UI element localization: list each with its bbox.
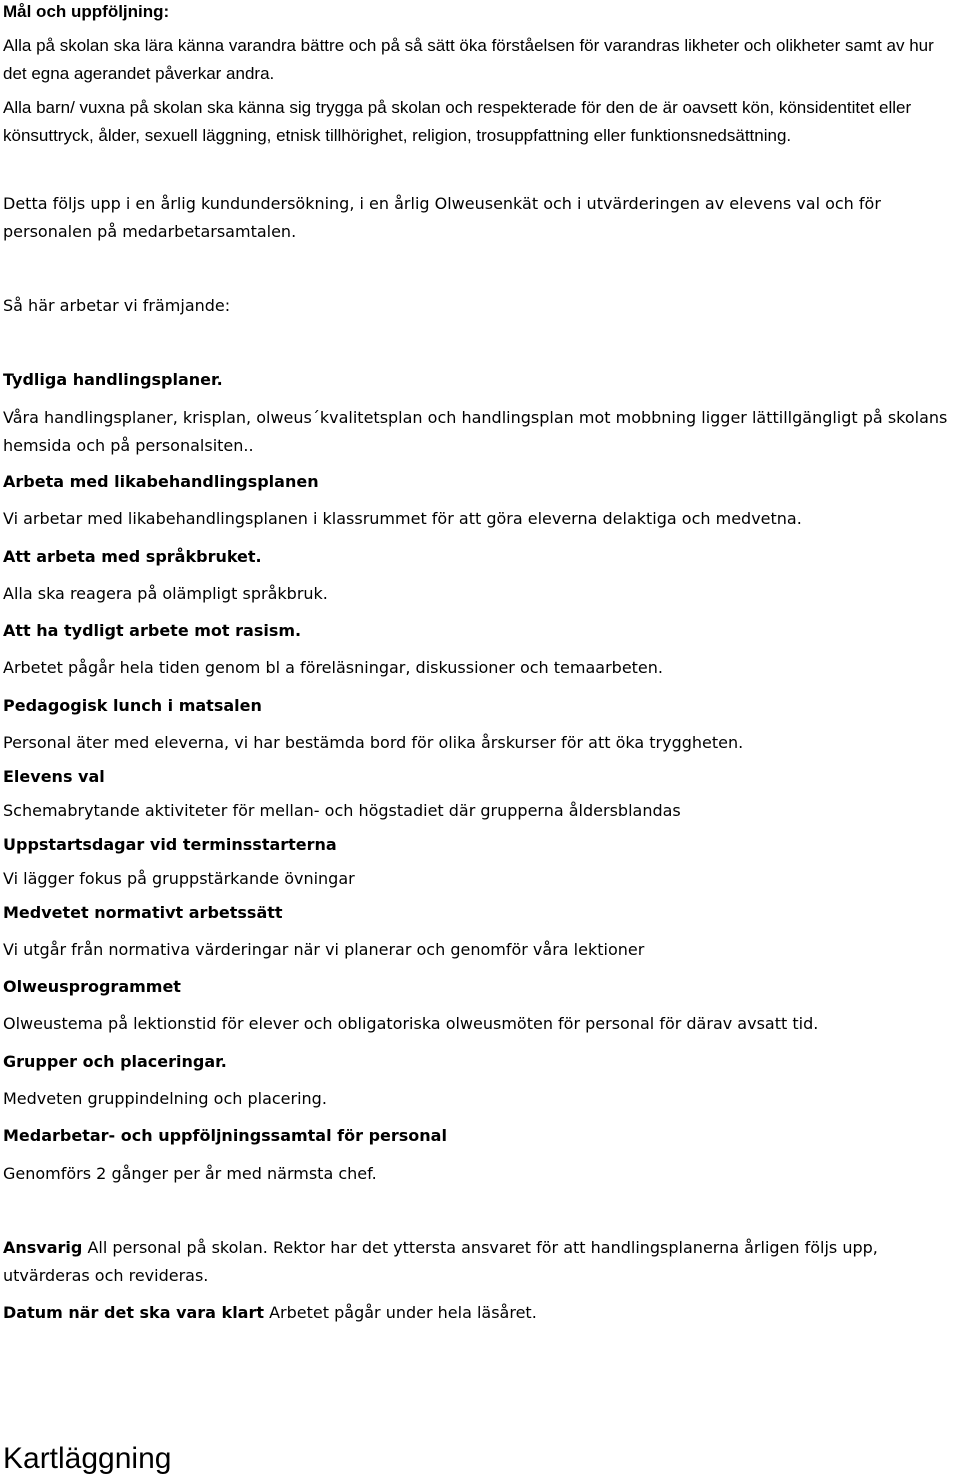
item-text: Genomförs 2 gånger per år med närmsta chef. xyxy=(3,1164,377,1183)
responsible-text: All personal på skolan. Rektor har det yttersta ansvaret för att handlingsplanerna årligen följs upp, utvärderas och revideras. xyxy=(3,1238,878,1285)
responsible-label: Ansvarig xyxy=(3,1238,83,1257)
deadline-text: Arbetet pågår under hela läsåret. xyxy=(264,1303,537,1322)
item-heading: Medarbetar- och uppföljningssamtal för personal xyxy=(3,1126,447,1145)
item-text: Schemabrytande aktiviteter för mellan- och högstadiet där grupperna åldersblandas xyxy=(3,801,681,820)
item-heading: Elevens val xyxy=(3,767,105,786)
responsible-paragraph xyxy=(3,1234,951,1290)
item-heading: Att arbeta med språkbruket. xyxy=(3,547,262,566)
item-text: Arbetet pågår hela tiden genom bl a föreläsningar, diskussioner och temaarbeten. xyxy=(3,658,663,677)
item-text: Våra handlingsplaner, krisplan, olweus´kvalitetsplan och handlingsplan mot mobbning ligger lättillgängligt på skolans hemsida och på personalsiten.. xyxy=(3,408,948,455)
item-heading: Grupper och placeringar. xyxy=(3,1052,227,1071)
item-text: Medveten gruppindelning och placering. xyxy=(3,1089,327,1108)
item-heading: Att ha tydligt arbete mot rasism. xyxy=(3,621,302,640)
promote-intro: Så här arbetar vi främjande: xyxy=(3,296,231,315)
item-heading: Tydliga handlingsplaner. xyxy=(3,370,223,389)
item-heading: Pedagogisk lunch i matsalen xyxy=(3,696,262,715)
item-text: Alla ska reagera på olämpligt språkbruk. xyxy=(3,584,328,603)
item-text: Personal äter med eleverna, vi har bestämda bord för olika årskurser för att öka tryggheten. xyxy=(3,733,744,752)
item-text: Vi lägger fokus på gruppstärkande övningar xyxy=(3,869,355,888)
item-text: Vi utgår från normativa värderingar när vi planerar och genomför våra lektioner xyxy=(3,940,645,959)
followup-paragraph: Detta följs upp i en årlig kundundersökning, i en årlig Olweusenkät och i utvärderingen av elevens val och för personalen på medarbetarsamtalen. xyxy=(3,194,881,241)
item-heading: Arbeta med likabehandlingsplanen xyxy=(3,472,319,491)
intro-paragraph-2: Alla barn/ vuxna på skolan ska känna sig trygga på skolan och respekterade för den de är oavsett kön, könsidentitet eller könsuttryck, ålder, sexuell läggning, etnisk tillhörighet, religion, trosuppfattning eller funktionsnedsättning. xyxy=(3,98,912,145)
item-text: Olweustema på lektionstid för elever och obligatoriska olweusmöten för personal för därav avsatt tid. xyxy=(3,1014,819,1033)
item-heading: Olweusprogrammet xyxy=(3,977,181,996)
item-text: Vi arbetar med likabehandlingsplanen i klassrummet för att göra eleverna delaktiga och medvetna. xyxy=(3,509,802,528)
section-title: Mål och uppföljning: xyxy=(3,2,170,21)
deadline-paragraph xyxy=(3,1299,951,1327)
next-section-title: Kartläggning xyxy=(3,1442,172,1475)
intro-paragraph-1: Alla på skolan ska lära känna varandra bättre och på så sätt öka förståelsen för varandras likheter och olikheter samt av hur det egna agerandet påverkar andra. xyxy=(3,36,934,83)
deadline-label: Datum när det ska vara klart xyxy=(3,1303,265,1322)
item-heading: Uppstartsdagar vid terminsstarterna xyxy=(3,835,337,854)
item-heading: Medvetet normativt arbetssätt xyxy=(3,903,283,922)
